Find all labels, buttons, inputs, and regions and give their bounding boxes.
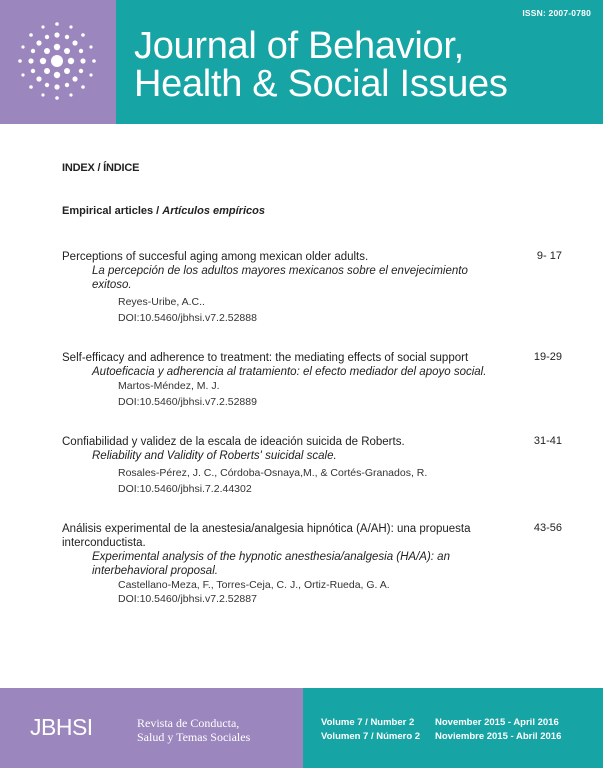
section-heading-en: Empirical articles / [62,205,160,217]
article-pages: 9- 17 [536,250,562,262]
article-pages: 43-56 [533,522,562,534]
volume-info [321,716,420,744]
article-pages: 31-41 [533,435,562,447]
article-entry[interactable] [62,351,502,409]
article-title[interactable]: Confiabilidad y validez de la escala de ideación suicida de Roberts. [62,436,405,448]
section-heading [62,205,265,217]
volume-es: Volumen 7 / Número 2 [321,731,421,742]
article-authors: Castellano-Meza, F., Torres-Ceja, C. J., Ortiz-Rueda, G. A. [118,579,390,591]
article-doi[interactable]: DOI:10.5460/jbhsi.v7.2.52887 [118,593,257,605]
article-entry[interactable] [62,250,542,325]
section-heading-es: Artículos empíricos [162,205,265,217]
journal-title [134,27,508,103]
article-title[interactable]: Análisis experimental de la anestesia/analgesia hipnótica (A/AH): una propuesta [62,523,471,535]
article-title[interactable]: Self-efficacy and adherence to treatment: the mediating effects of social support [62,352,469,364]
volume-en: Volume 7 / Number 2 [321,717,415,728]
article-authors: Martos-Méndez, M. J. [118,380,220,392]
article-pages: 19-29 [533,351,562,363]
issn-label: ISSN: 2007-0780 [522,8,591,18]
dates-en: November 2015 - April 2016 [435,717,559,728]
journal-header [0,0,603,124]
article-subtitle: Experimental analysis of the hypnotic anesthesia/analgesia (HA/A): an [92,551,450,563]
journal-title-line1: Journal of Behavior, [134,25,464,67]
sunburst-logo-icon [14,18,100,104]
article-entry[interactable] [62,435,542,496]
article-authors: Reyes-Uribe, A.C.. [118,296,205,308]
logo-panel [0,0,116,124]
article-title-cont[interactable]: interconductista. [62,537,146,549]
article-subtitle: Autoeficacia y adherencia al tratamiento: el efecto mediador del apoyo social. [92,366,487,378]
article-subtitle-cont: exitoso. [92,279,132,291]
date-info [435,716,561,744]
article-doi[interactable]: DOI:10.5460/jbhsi.v7.2.52889 [118,396,257,408]
article-subtitle: La percepción de los adultos mayores mexicanos sobre el envejecimiento [92,265,468,277]
article-entry[interactable] [62,522,542,606]
journal-title-line2: Health & Social Issues [134,63,508,105]
dates-es: Noviembre 2015 - Abril 2016 [435,731,562,742]
footer-volume-panel [303,688,603,768]
index-heading: INDEX / ÍNDICE [62,162,140,174]
footer-brand: JBHSI [30,714,93,740]
article-authors: Rosales-Pérez, J. C., Córdoba-Osnaya,M., & Cortés-Granados, R. [118,467,428,479]
article-doi[interactable]: DOI:10.5460/jbhsi.v7.2.52888 [118,312,257,324]
footer-desc-line2: Salud y Temas Sociales [137,730,251,744]
article-title[interactable]: Perceptions of succesful aging among mexican older adults. [62,251,369,263]
footer-desc-line1: Revista de Conducta, [137,716,240,730]
article-doi[interactable]: DOI:10.5460/jbhsi.7.2.44302 [118,483,252,495]
article-subtitle-cont: interbehavioral proposal. [92,565,218,577]
footer-brand-panel [0,688,303,768]
footer-description [137,716,250,744]
title-panel [116,0,603,124]
journal-footer [0,688,603,768]
article-subtitle: Reliability and Validity of Roberts' suicidal scale. [92,450,337,462]
